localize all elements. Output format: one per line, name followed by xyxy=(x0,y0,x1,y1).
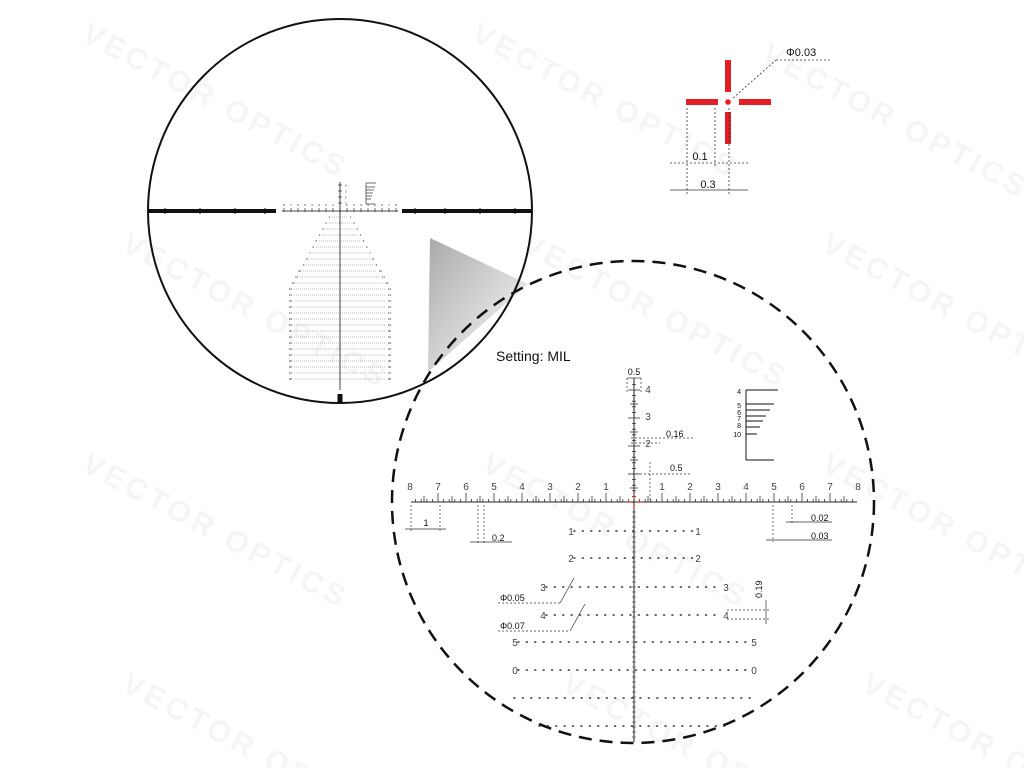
overview-tree-label: 5 xyxy=(315,239,318,243)
row-right-6: 0 xyxy=(751,666,757,677)
overview-h-label: 5 xyxy=(374,203,376,207)
overview-tree-label: 21 xyxy=(288,335,292,339)
overview-tree-label: 18 xyxy=(288,317,292,321)
dim-v-gap: 0.16 xyxy=(666,429,684,439)
overview-h-label: 5 xyxy=(304,203,306,207)
detail-h-number: 5 xyxy=(771,482,777,493)
overview-tree-label: 14 xyxy=(388,293,392,297)
range-ladder xyxy=(733,389,778,460)
overview-tree-label: 28 xyxy=(288,377,292,381)
watermark-text xyxy=(117,227,394,395)
overview-tree-label: 27 xyxy=(288,371,292,375)
overview-h-label: 3 xyxy=(360,203,362,207)
range-label-10: 10 xyxy=(733,432,741,439)
overview-v-label: 4 xyxy=(345,183,347,188)
overview-tree-label: 3 xyxy=(322,227,324,231)
row-left-3: 3 xyxy=(540,583,546,594)
overview-tree-label: 10 xyxy=(378,269,382,273)
row-left-2: 2 xyxy=(568,554,574,565)
overview-h-label: 2 xyxy=(325,203,327,207)
range-label-7: 7 xyxy=(737,416,741,423)
dim-h-small-b: 0.03 xyxy=(811,531,829,541)
overview-v-label: 3 xyxy=(345,189,347,194)
watermark-text xyxy=(757,37,1024,205)
overview-h-label: 1 xyxy=(332,203,334,207)
overview-tree-label: 22 xyxy=(388,341,392,345)
watermark-text xyxy=(557,667,834,768)
row-right-4: 4 xyxy=(723,611,729,622)
overview-tree-label: 18 xyxy=(388,317,392,321)
detail-h-number: 4 xyxy=(519,482,525,493)
detail-h-number: 7 xyxy=(435,482,441,493)
overview-tree-label: 16 xyxy=(288,305,292,309)
overview-v-label: 1 xyxy=(345,201,347,206)
overview-tree-label: 12 xyxy=(291,281,295,285)
overview-h-label: 8 xyxy=(283,203,285,207)
overview-tree-label: 19 xyxy=(288,323,292,327)
dim-h-point-two: 0.2 xyxy=(492,533,505,543)
overview-h-label: 7 xyxy=(290,203,292,207)
overview-tree-label: 24 xyxy=(388,353,392,357)
range-label-8: 8 xyxy=(737,423,741,430)
row-right-2: 2 xyxy=(695,554,701,565)
overview-tree-label: 11 xyxy=(382,275,385,279)
overview-tree-label: 8 xyxy=(372,257,374,261)
overview-tree-label: 19 xyxy=(388,323,392,327)
detail-h-number: 3 xyxy=(547,482,553,493)
range-label-5: 5 xyxy=(737,403,741,410)
overview-h-label: 6 xyxy=(297,203,299,207)
watermark-text xyxy=(817,447,1024,615)
dim-dot-a: Φ0.05 xyxy=(500,593,525,603)
row-left-4: 4 xyxy=(540,611,546,622)
overview-range-ladder xyxy=(366,183,376,204)
dim-v-tick: 0.5 xyxy=(670,463,683,473)
overview-tree-label: 15 xyxy=(388,299,392,303)
detail-h-number: 1 xyxy=(659,482,665,493)
overview-tree-label: 7 xyxy=(369,251,371,255)
vertical-number-3: 3 xyxy=(645,412,651,423)
overview-tree-label: 8 xyxy=(306,257,308,261)
detail-h-number: 4 xyxy=(743,482,749,493)
watermark-text xyxy=(77,17,354,185)
overview-tree-label: 26 xyxy=(388,365,392,369)
overview-h-label: 7 xyxy=(388,203,390,207)
vertical-number-2: 2 xyxy=(645,439,651,450)
overview-tree-label: 24 xyxy=(288,353,292,357)
detail-h-number: 5 xyxy=(491,482,497,493)
detail-h-number: 2 xyxy=(687,482,693,493)
overview-tree-label: 16 xyxy=(388,305,392,309)
overview-h-label: 6 xyxy=(381,203,383,207)
overview-h-label: 3 xyxy=(318,203,320,207)
row-left-5: 5 xyxy=(512,638,518,649)
watermark-text xyxy=(77,447,354,615)
watermark-layer xyxy=(77,17,1024,768)
overview-tree-label: 6 xyxy=(366,245,368,249)
overview-v-label: 2 xyxy=(345,195,347,200)
overview-tree-label: 27 xyxy=(388,371,392,375)
watermark-text xyxy=(517,227,794,395)
overview-h-label: 8 xyxy=(395,203,397,207)
setting-label: Setting: MIL xyxy=(496,348,571,364)
overview-tree-label: 4 xyxy=(318,233,321,237)
row-left-1: 1 xyxy=(568,527,574,538)
watermark-text xyxy=(817,227,1024,395)
row-right-5: 5 xyxy=(751,638,757,649)
overview-tree-label: 3 xyxy=(356,227,358,231)
dim-h-small-a: 0.02 xyxy=(811,513,829,523)
detail-h-number: 1 xyxy=(603,482,609,493)
overview-tree-label: 12 xyxy=(385,281,389,285)
range-label-6: 6 xyxy=(737,410,741,417)
overview-tree-label: 20 xyxy=(288,329,292,333)
overview-tree-label: 2 xyxy=(353,221,355,225)
overview-h-label: 4 xyxy=(311,203,313,207)
overview-tree-label: 11 xyxy=(295,275,298,279)
watermark-text xyxy=(117,667,394,768)
overview-tree-label: 10 xyxy=(298,269,302,273)
overview-tree-label: 14 xyxy=(288,293,292,297)
overview-tree-label: 7 xyxy=(309,251,311,255)
center-dot-diameter: Φ0.03 xyxy=(786,47,817,59)
overview-tree-label: 1 xyxy=(350,215,352,219)
overview-tree-label: 13 xyxy=(388,287,392,291)
vertical-number-4: 4 xyxy=(645,385,651,396)
overview-tree-label: 9 xyxy=(302,263,305,267)
detail-h-number: 2 xyxy=(575,482,581,493)
detail-h-number: 8 xyxy=(855,482,861,493)
overview-tree-label: 26 xyxy=(288,365,292,369)
overview-tree-label: 23 xyxy=(388,347,392,351)
overview-tree-label: 15 xyxy=(288,299,292,303)
overview-h-label: 1 xyxy=(346,203,348,207)
watermark-text xyxy=(857,667,1024,768)
center-dot-dim-small: 0.1 xyxy=(692,151,708,163)
overview-tree-label: 2 xyxy=(325,221,327,225)
dim-top-width: 0.5 xyxy=(627,367,641,377)
overview-tree-label: 23 xyxy=(288,347,292,351)
overview-tree-label: 4 xyxy=(359,233,362,237)
range-label-4: 4 xyxy=(737,389,741,396)
detail-h-number: 6 xyxy=(463,482,469,493)
center-dot-dim-large: 0.3 xyxy=(700,179,716,191)
detail-h-number: 3 xyxy=(715,482,721,493)
overview-tree-label: 9 xyxy=(375,263,378,267)
overview-tree-label: 13 xyxy=(288,287,292,291)
overview-tree-label: 25 xyxy=(388,359,392,363)
detail-h-number: 8 xyxy=(407,482,413,493)
row-right-1: 1 xyxy=(695,527,701,538)
dim-dot-b: Φ0.07 xyxy=(500,621,525,631)
overview-tree-label: 1 xyxy=(328,215,330,219)
overview-tree-label: 25 xyxy=(288,359,292,363)
overview-h-label: 4 xyxy=(367,203,369,207)
dim-row-gap: 0.19 xyxy=(754,580,764,598)
overview-tree-label: 22 xyxy=(288,341,292,345)
row-right-3: 3 xyxy=(723,583,729,594)
overview-tree-label: 6 xyxy=(312,245,314,249)
overview-tree-label: 5 xyxy=(362,239,365,243)
detail-h-number: 7 xyxy=(827,482,833,493)
detail-h-number: 6 xyxy=(799,482,805,493)
overview-tree-label: 17 xyxy=(388,311,392,315)
dimension-annotations xyxy=(405,378,832,631)
dim-h-one: 1 xyxy=(423,518,429,528)
row-left-6: 0 xyxy=(512,666,518,677)
overview-tree-label: 17 xyxy=(288,311,292,315)
overview-tree-label: 20 xyxy=(388,329,392,333)
overview-tree-label: 21 xyxy=(388,335,392,339)
overview-tree-label: 28 xyxy=(388,377,392,381)
center-dot xyxy=(725,99,731,105)
overview-vertical-scale xyxy=(338,184,347,206)
overview-h-label: 2 xyxy=(353,203,355,207)
